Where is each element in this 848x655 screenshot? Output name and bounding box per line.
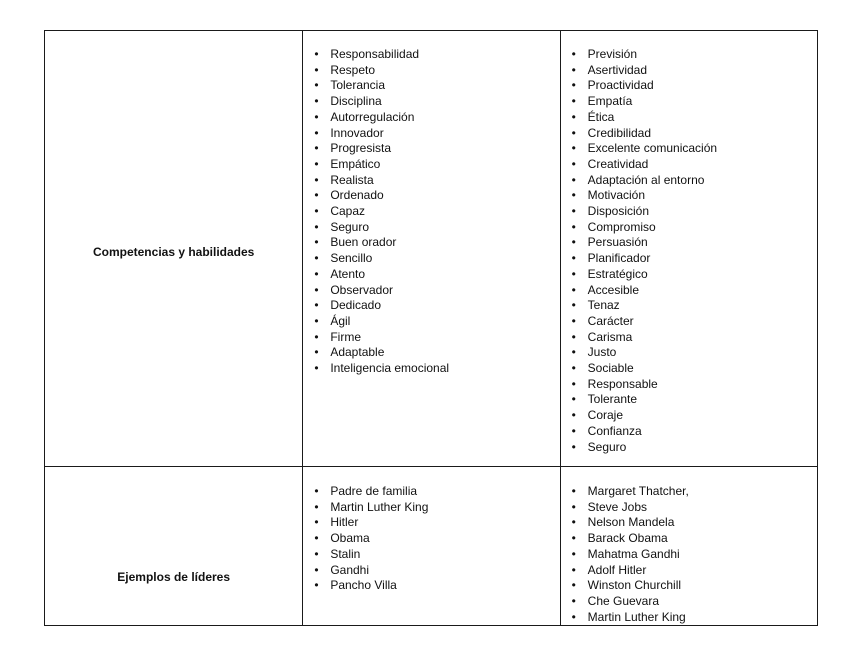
list-item xyxy=(303,110,559,126)
bullet-icon: • xyxy=(571,499,576,514)
bullet-icon: • xyxy=(314,298,319,313)
list-item-text: Ética xyxy=(587,109,615,124)
list-item-text: Stalin xyxy=(330,546,361,561)
bullet-icon: • xyxy=(571,593,576,608)
row-label-ejemplos: Ejemplos de líderes xyxy=(45,467,303,626)
bullet-icon: • xyxy=(314,361,319,376)
bullet-icon: • xyxy=(571,78,576,93)
list-item xyxy=(303,126,559,142)
list-item xyxy=(561,235,817,251)
list-item-text: Steve Jobs xyxy=(587,499,648,514)
list-item-text: Seguro xyxy=(587,439,627,454)
bullet-icon: • xyxy=(571,204,576,219)
list-item-text: Respeto xyxy=(330,62,376,77)
list-item-text: Carácter xyxy=(587,313,634,328)
bullet-icon: • xyxy=(571,515,576,530)
bullet-icon: • xyxy=(314,141,319,156)
list-item xyxy=(561,500,817,516)
bullet-icon: • xyxy=(571,282,576,297)
bullet-icon: • xyxy=(314,235,319,250)
cell-ejemplos-b xyxy=(560,467,817,626)
bullet-icon: • xyxy=(314,188,319,203)
list-item xyxy=(303,235,559,251)
list-item-text: Mahatma Gandhi xyxy=(587,546,680,561)
bullet-icon: • xyxy=(571,361,576,376)
list-item-text: Padre de familia xyxy=(330,484,418,498)
bullet-icon: • xyxy=(314,484,319,498)
list-item-text: Ordenado xyxy=(330,188,384,203)
list-item xyxy=(303,94,559,110)
list-item-text: Accesible xyxy=(587,282,640,297)
list-item xyxy=(561,484,817,500)
list-item xyxy=(303,314,559,330)
list-item-text: Margaret Thatcher, xyxy=(587,484,689,498)
bullet-icon: • xyxy=(571,376,576,391)
list-item-text: Responsable xyxy=(587,376,658,391)
list-item-text: Seguro xyxy=(330,219,370,234)
list-item xyxy=(303,220,559,236)
list-item xyxy=(303,500,559,516)
bullet-list xyxy=(303,31,559,377)
list-item-text: Sociable xyxy=(587,361,634,376)
list-item xyxy=(561,578,817,594)
bullet-icon: • xyxy=(571,531,576,546)
list-item-text: Innovador xyxy=(330,125,384,140)
list-item-text: Autorregulación xyxy=(330,109,415,124)
cell-competencias-a xyxy=(303,31,560,467)
list-item-text: Previsión xyxy=(587,47,638,61)
list-item xyxy=(303,251,559,267)
list-item xyxy=(561,440,817,456)
bullet-icon: • xyxy=(314,251,319,266)
list-item-text: Excelente comunicación xyxy=(587,141,718,156)
list-item xyxy=(561,547,817,563)
list-item xyxy=(561,283,817,299)
list-item-text: Realista xyxy=(330,172,374,187)
list-item-text: Barack Obama xyxy=(587,531,668,546)
list-item-text: Disciplina xyxy=(330,94,382,109)
list-item-text: Tenaz xyxy=(587,298,620,313)
bullet-icon: • xyxy=(314,266,319,281)
list-item xyxy=(561,377,817,393)
list-item xyxy=(303,298,559,314)
list-item xyxy=(303,141,559,157)
list-item xyxy=(303,283,559,299)
list-item-text: Capaz xyxy=(330,204,366,219)
row-ejemplos xyxy=(45,467,818,626)
list-item-text: Obama xyxy=(330,531,370,546)
list-item xyxy=(303,157,559,173)
list-item xyxy=(303,563,559,579)
list-item-text: Confianza xyxy=(587,423,642,438)
bullet-icon: • xyxy=(571,219,576,234)
list-item-text: Pancho Villa xyxy=(330,578,397,593)
bullet-icon: • xyxy=(571,109,576,124)
list-item xyxy=(303,345,559,361)
bullet-icon: • xyxy=(571,439,576,454)
bullet-icon: • xyxy=(571,94,576,109)
list-item-text: Observador xyxy=(330,282,394,297)
list-item xyxy=(561,78,817,94)
list-item xyxy=(561,330,817,346)
list-item xyxy=(303,173,559,189)
list-item xyxy=(561,392,817,408)
list-item-text: Inteligencia emocional xyxy=(330,361,450,376)
bullet-icon: • xyxy=(571,156,576,171)
list-item xyxy=(303,188,559,204)
list-item xyxy=(561,63,817,79)
bullet-icon: • xyxy=(571,578,576,593)
list-item xyxy=(561,251,817,267)
bullet-icon: • xyxy=(571,609,576,624)
list-item-text: Sencillo xyxy=(330,251,373,266)
list-item xyxy=(561,594,817,610)
list-item-text: Creatividad xyxy=(587,156,649,171)
list-item-text: Gandhi xyxy=(330,562,370,577)
list-item xyxy=(561,220,817,236)
bullet-icon: • xyxy=(314,109,319,124)
list-item xyxy=(561,188,817,204)
bullet-icon: • xyxy=(314,219,319,234)
bullet-icon: • xyxy=(314,62,319,77)
bullet-icon: • xyxy=(571,313,576,328)
list-item xyxy=(561,563,817,579)
leadership-table xyxy=(44,30,818,626)
bullet-icon: • xyxy=(314,282,319,297)
list-item xyxy=(561,204,817,220)
bullet-icon: • xyxy=(314,47,319,61)
list-item-text: Estratégico xyxy=(587,266,648,281)
row-competencias xyxy=(45,31,818,467)
list-item-text: Progresista xyxy=(330,141,392,156)
bullet-icon: • xyxy=(314,125,319,140)
list-item xyxy=(303,78,559,94)
list-item xyxy=(303,330,559,346)
list-item xyxy=(561,408,817,424)
list-item xyxy=(561,141,817,157)
bullet-icon: • xyxy=(571,47,576,61)
list-item xyxy=(561,314,817,330)
list-item xyxy=(561,298,817,314)
bullet-icon: • xyxy=(571,546,576,561)
bullet-icon: • xyxy=(314,78,319,93)
list-item-text: Empático xyxy=(330,156,381,171)
list-item xyxy=(303,484,559,500)
bullet-icon: • xyxy=(314,499,319,514)
bullet-icon: • xyxy=(314,531,319,546)
bullet-icon: • xyxy=(571,251,576,266)
list-item-text: Disposición xyxy=(587,204,650,219)
list-item xyxy=(561,94,817,110)
list-item-text: Proactividad xyxy=(587,78,654,93)
cell-ejemplos-a xyxy=(303,467,560,626)
list-item xyxy=(561,47,817,63)
bullet-list xyxy=(303,467,559,594)
bullet-icon: • xyxy=(314,546,319,561)
list-item-text: Carisma xyxy=(587,329,633,344)
bullet-icon: • xyxy=(571,266,576,281)
list-item xyxy=(303,547,559,563)
list-item-text: Adaptable xyxy=(330,345,385,360)
bullet-icon: • xyxy=(314,204,319,219)
bullet-icon: • xyxy=(314,313,319,328)
list-item-text: Adolf Hitler xyxy=(587,562,647,577)
list-item xyxy=(561,267,817,283)
list-item-text: Responsabilidad xyxy=(330,47,420,61)
list-item xyxy=(303,578,559,594)
list-item xyxy=(303,204,559,220)
bullet-icon: • xyxy=(571,141,576,156)
bullet-icon: • xyxy=(571,298,576,313)
list-item xyxy=(303,515,559,531)
list-item xyxy=(303,47,559,63)
list-item-text: Tolerante xyxy=(587,392,638,407)
list-item xyxy=(303,63,559,79)
list-item xyxy=(561,531,817,547)
bullet-icon: • xyxy=(314,329,319,344)
list-item xyxy=(561,126,817,142)
list-item-text: Empatía xyxy=(587,94,633,109)
bullet-icon: • xyxy=(571,408,576,423)
list-item xyxy=(561,515,817,531)
bullet-icon: • xyxy=(571,329,576,344)
row-label-competencias: Competencias y habilidades xyxy=(45,31,303,467)
bullet-icon: • xyxy=(571,484,576,498)
list-item xyxy=(561,361,817,377)
bullet-icon: • xyxy=(314,578,319,593)
list-item xyxy=(303,361,559,377)
bullet-icon: • xyxy=(571,125,576,140)
bullet-icon: • xyxy=(571,62,576,77)
list-item xyxy=(561,173,817,189)
bullet-icon: • xyxy=(571,345,576,360)
list-item-text: Buen orador xyxy=(330,235,397,250)
list-item-text: Justo xyxy=(587,345,617,360)
list-item-text: Dedicado xyxy=(330,298,382,313)
bullet-list xyxy=(561,31,817,455)
list-item-text: Hitler xyxy=(330,515,359,530)
list-item xyxy=(303,531,559,547)
bullet-icon: • xyxy=(314,562,319,577)
bullet-icon: • xyxy=(314,156,319,171)
list-item-text: Motivación xyxy=(587,188,646,203)
list-item-text: Martin Luther King xyxy=(330,499,429,514)
list-item-text: Nelson Mandela xyxy=(587,515,675,530)
list-item xyxy=(561,110,817,126)
bullet-icon: • xyxy=(571,562,576,577)
list-item-text: Atento xyxy=(330,266,366,281)
bullet-icon: • xyxy=(571,423,576,438)
list-item-text: Tolerancia xyxy=(330,78,386,93)
bullet-icon: • xyxy=(314,94,319,109)
list-item-text: Che Guevara xyxy=(587,593,660,608)
list-item xyxy=(303,267,559,283)
list-item-text: Martin Luther King xyxy=(587,609,686,624)
list-item xyxy=(561,424,817,440)
bullet-list xyxy=(561,467,817,625)
bullet-icon: • xyxy=(571,188,576,203)
list-item-text: Winston Churchill xyxy=(587,578,682,593)
list-item-text: Adaptación al entorno xyxy=(587,172,705,187)
list-item-text: Persuasión xyxy=(587,235,648,250)
list-item xyxy=(561,157,817,173)
bullet-icon: • xyxy=(571,392,576,407)
list-item-text: Ágil xyxy=(330,313,351,328)
list-item xyxy=(561,610,817,626)
bullet-icon: • xyxy=(314,345,319,360)
bullet-icon: • xyxy=(314,172,319,187)
bullet-icon: • xyxy=(571,235,576,250)
list-item-text: Compromiso xyxy=(587,219,656,234)
list-item-text: Planificador xyxy=(587,251,651,266)
list-item-text: Coraje xyxy=(587,408,624,423)
list-item-text: Firme xyxy=(330,329,361,344)
bullet-icon: • xyxy=(314,515,319,530)
list-item xyxy=(561,345,817,361)
list-item-text: Asertividad xyxy=(587,62,648,77)
bullet-icon: • xyxy=(571,172,576,187)
list-item-text: Credibilidad xyxy=(587,125,652,140)
cell-competencias-b xyxy=(560,31,817,467)
